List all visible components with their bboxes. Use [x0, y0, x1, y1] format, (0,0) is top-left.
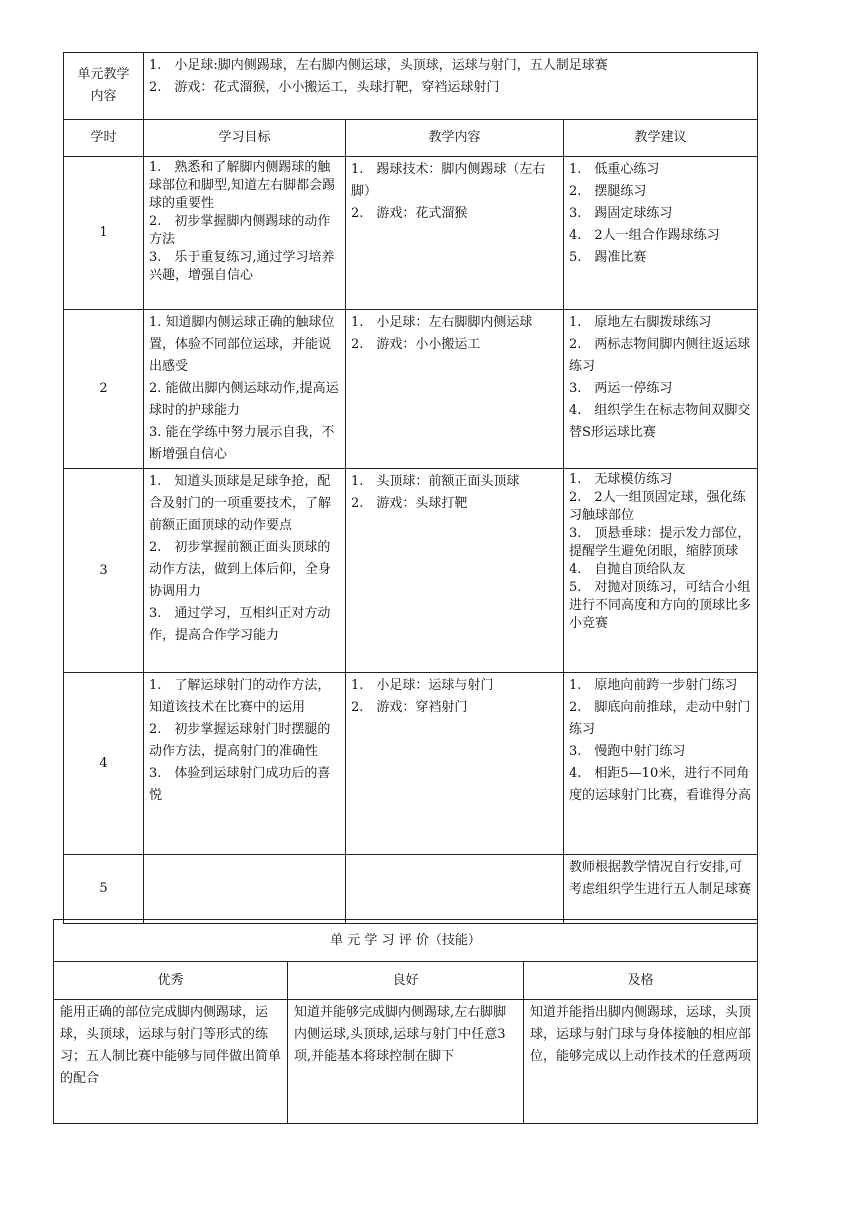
goals-cell [144, 469, 346, 673]
goal-item: 3. 能在学练中努力展示自我，不断增强自信心 [149, 425, 335, 462]
advice-item: 1. 无球模仿练习 [569, 472, 673, 487]
goals-cell [144, 157, 346, 310]
content-item: 1. 小足球：左右脚脚内侧运球 [351, 315, 533, 330]
unit-plan-table [63, 52, 758, 924]
content-cell [346, 310, 564, 469]
content-cell [346, 855, 564, 924]
period-cell: 1 [64, 157, 144, 310]
goal-item: 3. 体验到运球射门成功后的喜悦 [149, 766, 331, 803]
lesson-row-5 [64, 855, 758, 924]
evaluation-title: 单 元 学 习 评 价（技能） [54, 920, 758, 962]
content-cell [346, 469, 564, 673]
goal-item: 1. 熟悉和了解脚内侧踢球的触球部位和脚型,知道左右脚都会踢球的重要性 [149, 160, 336, 211]
unit-content-item: 2. 游戏：花式溜猴，小小搬运工，头球打靶，穿裆运球射门 [149, 80, 500, 95]
unit-content-row [64, 53, 758, 120]
advice-item: 3. 踢固定球练习 [569, 206, 673, 221]
goals-cell [144, 673, 346, 855]
advice-cell [564, 310, 758, 469]
advice-item: 3. 顶悬垂球：提示发力部位，提醒学生避免闭眼，缩脖顶球 [569, 526, 751, 559]
evaluation-levels-row [54, 962, 758, 1000]
evaluation-title-row [54, 920, 758, 962]
advice-item: 教师根据教学情况自行安排,可考虑组织学生进行五人制足球赛 [569, 860, 752, 897]
content-item: 1. 头顶球：前额正面头顶球 [351, 474, 520, 489]
advice-item: 5. 对抛对顶练习，可结合小组进行不同高度和方向的顶球比多小竞赛 [569, 580, 752, 631]
unit-content-cell [144, 53, 758, 120]
desc-pass: 知道并能指出脚内侧踢球，运球，头顶球，运球与射门球与身体接触的相应部位，能够完成以上动作技术的任意两项 [524, 1000, 758, 1124]
advice-item: 5. 踢准比赛 [569, 250, 647, 265]
period-cell: 4 [64, 673, 144, 855]
goal-item: 3. 通过学习，互相纠正对方动作，提高合作学习能力 [149, 606, 331, 643]
advice-item: 2. 摆腿练习 [569, 184, 647, 199]
advice-item: 2. 两标志物间脚内侧往返运球练习 [569, 337, 751, 374]
goal-item: 3. 乐于重复练习,通过学习培养兴趣，增强自信心 [149, 250, 335, 283]
advice-item: 4. 自抛自顶给队友 [569, 562, 686, 577]
goal-item: 2. 能做出脚内侧运球动作,提高运球时的护球能力 [149, 381, 339, 418]
evaluation-table [53, 919, 758, 1124]
goals-cell [144, 855, 346, 924]
period-cell: 5 [64, 855, 144, 924]
advice-item: 4. 相距5—10米，进行不同角度的运球射门比赛，看谁得分高 [569, 766, 752, 803]
advice-cell [564, 469, 758, 673]
advice-item: 2. 脚底向前推球，走动中射门练习 [569, 700, 751, 737]
header-row [64, 120, 758, 157]
content-item: 1. 踢球技术：脚内侧踢球（左右脚） [351, 162, 546, 199]
header-advice: 教学建议 [564, 120, 758, 157]
goal-item: 2. 初步掌握前额正面头顶球的动作方法，做到上体后仰，全身协调用力 [149, 540, 332, 599]
goals-cell [144, 310, 346, 469]
advice-item: 1. 原地左右脚拨球练习 [569, 315, 712, 330]
content-item: 2. 游戏：头球打靶 [351, 496, 468, 511]
unit-content-label: 单元教学内容 [64, 53, 144, 120]
evaluation-desc-row [54, 1000, 758, 1124]
advice-item: 1. 低重心练习 [569, 162, 660, 177]
content-cell [346, 673, 564, 855]
period-cell: 3 [64, 469, 144, 673]
advice-cell [564, 855, 758, 924]
goal-item: 2. 初步掌握脚内侧踢球的动作方法 [149, 214, 331, 247]
lesson-row-3 [64, 469, 758, 673]
desc-excellent: 能用正确的部位完成脚内侧踢球，运球，头顶球，运球与射门等形式的练习；五人制比赛中能够与同伴做出简单的配合 [54, 1000, 288, 1124]
header-content: 教学内容 [346, 120, 564, 157]
content-item: 2. 游戏：穿裆射门 [351, 700, 468, 715]
goal-item: 2. 初步掌握运球射门时摆腿的动作方法，提高射门的准确性 [149, 722, 331, 759]
desc-good: 知道并能够完成脚内侧踢球,左右脚脚内侧运球,头顶球,运球与射门中任意3项,并能基本将球控制在脚下 [288, 1000, 524, 1124]
lesson-row-1 [64, 157, 758, 310]
content-item: 1. 小足球：运球与射门 [351, 678, 494, 693]
period-cell: 2 [64, 310, 144, 469]
advice-item: 3. 两运一停练习 [569, 381, 673, 396]
level-pass: 及格 [524, 962, 758, 1000]
lesson-row-4 [64, 673, 758, 855]
content-item: 2. 游戏：花式溜猴 [351, 206, 468, 221]
goal-item: 1. 知道脚内侧运球正确的触球位置，体验不同部位运球，并能说出感受 [149, 315, 335, 374]
advice-cell [564, 673, 758, 855]
lesson-row-2 [64, 310, 758, 469]
unit-content-item: 1. 小足球:脚内侧踢球，左右脚内侧运球，头顶球，运球与射门，五人制足球赛 [149, 58, 608, 73]
level-excellent: 优秀 [54, 962, 288, 1000]
advice-cell [564, 157, 758, 310]
advice-item: 4. 组织学生在标志物间双脚交替S形运球比赛 [569, 403, 751, 440]
advice-item: 2. 2人一组顶固定球，强化练习触球部位 [569, 490, 746, 523]
goal-item: 1. 了解运球射门的动作方法，知道该技术在比赛中的运用 [149, 678, 331, 715]
header-goals: 学习目标 [144, 120, 346, 157]
advice-item: 4. 2人一组合作踢球练习 [569, 228, 720, 243]
advice-item: 3. 慢跑中射门练习 [569, 744, 686, 759]
content-cell [346, 157, 564, 310]
goal-item: 1. 知道头顶球是足球争抢，配合及射门的一项重要技术，了解前额正面顶球的动作要点 [149, 474, 332, 533]
header-period: 学时 [64, 120, 144, 157]
level-good: 良好 [288, 962, 524, 1000]
advice-item: 1. 原地向前跨一步射门练习 [569, 678, 738, 693]
content-item: 2. 游戏：小小搬运工 [351, 337, 481, 352]
